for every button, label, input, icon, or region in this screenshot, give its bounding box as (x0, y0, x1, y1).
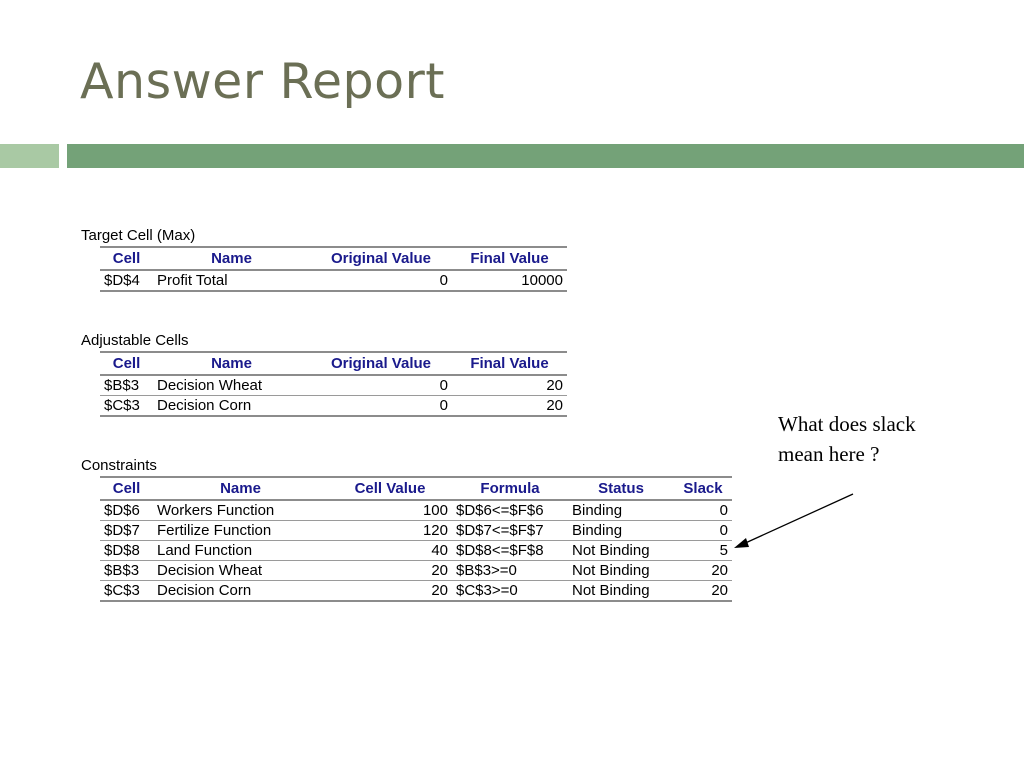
table-row (100, 500, 732, 521)
slack: 0 (674, 500, 732, 521)
status: Binding (568, 500, 674, 521)
slack: 0 (674, 521, 732, 541)
cell-ref: $B$3 (100, 561, 153, 581)
table-row (100, 375, 567, 396)
cell-value: 20 (328, 581, 452, 602)
table-row (100, 270, 567, 291)
cell-value: 20 (328, 561, 452, 581)
column-header: Final Value (452, 247, 567, 270)
slide-title: Answer Report (80, 53, 445, 110)
adjustable-cells-table (100, 351, 567, 417)
original-value: 0 (310, 396, 452, 417)
slack: 5 (674, 541, 732, 561)
cell-ref: $D$7 (100, 521, 153, 541)
slack: 20 (674, 581, 732, 602)
formula: $B$3>=0 (452, 561, 568, 581)
target-cell-heading: Target Cell (Max) (81, 227, 196, 244)
target-cell-table (100, 246, 567, 292)
table-row (100, 396, 567, 417)
adjustable-cells-heading: Adjustable Cells (81, 332, 189, 349)
column-header: Cell (100, 352, 153, 375)
column-header: Name (153, 477, 328, 500)
column-header: Cell Value (328, 477, 452, 500)
cell-name: Decision Wheat (153, 561, 328, 581)
note-line: mean here ? (778, 442, 880, 466)
constraints-heading: Constraints (81, 457, 157, 474)
table-header-row (100, 247, 567, 270)
column-header: Status (568, 477, 674, 500)
table-row (100, 561, 732, 581)
cell-ref: $B$3 (100, 375, 153, 396)
cell-value: 40 (328, 541, 452, 561)
column-header: Cell (100, 247, 153, 270)
table-row (100, 581, 732, 602)
title-underline-band-light (0, 144, 59, 168)
status: Not Binding (568, 561, 674, 581)
table-header-row (100, 352, 567, 375)
cell-name: Decision Wheat (153, 375, 310, 396)
column-header: Slack (674, 477, 732, 500)
formula: $D$6<=$F$6 (452, 500, 568, 521)
cell-name: Profit Total (153, 270, 310, 291)
status: Binding (568, 521, 674, 541)
cell-value: 100 (328, 500, 452, 521)
table-row (100, 521, 732, 541)
cell-name: Land Function (153, 541, 328, 561)
column-header: Name (153, 247, 310, 270)
original-value: 0 (310, 270, 452, 291)
cell-name: Decision Corn (153, 581, 328, 602)
cell-ref: $C$3 (100, 396, 153, 417)
cell-ref: $D$8 (100, 541, 153, 561)
title-underline-band-dark (67, 144, 1024, 168)
formula: $D$8<=$F$8 (452, 541, 568, 561)
column-header: Formula (452, 477, 568, 500)
column-header: Original Value (310, 247, 452, 270)
table-header-row (100, 477, 732, 500)
slack: 20 (674, 561, 732, 581)
cell-ref: $C$3 (100, 581, 153, 602)
column-header: Name (153, 352, 310, 375)
formula: $C$3>=0 (452, 581, 568, 602)
column-header: Cell (100, 477, 153, 500)
constraints-table (100, 476, 732, 602)
column-header: Original Value (310, 352, 452, 375)
final-value: 20 (452, 396, 567, 417)
status: Not Binding (568, 541, 674, 561)
table-row (100, 541, 732, 561)
cell-name: Decision Corn (153, 396, 310, 417)
status: Not Binding (568, 581, 674, 602)
original-value: 0 (310, 375, 452, 396)
cell-value: 120 (328, 521, 452, 541)
formula: $D$7<=$F$7 (452, 521, 568, 541)
slack-question-note (778, 409, 998, 469)
cell-name: Fertilize Function (153, 521, 328, 541)
cell-name: Workers Function (153, 500, 328, 521)
cell-ref: $D$6 (100, 500, 153, 521)
column-header: Final Value (452, 352, 567, 375)
final-value: 10000 (452, 270, 567, 291)
cell-ref: $D$4 (100, 270, 153, 291)
final-value: 20 (452, 375, 567, 396)
note-line: What does slack (778, 412, 916, 436)
